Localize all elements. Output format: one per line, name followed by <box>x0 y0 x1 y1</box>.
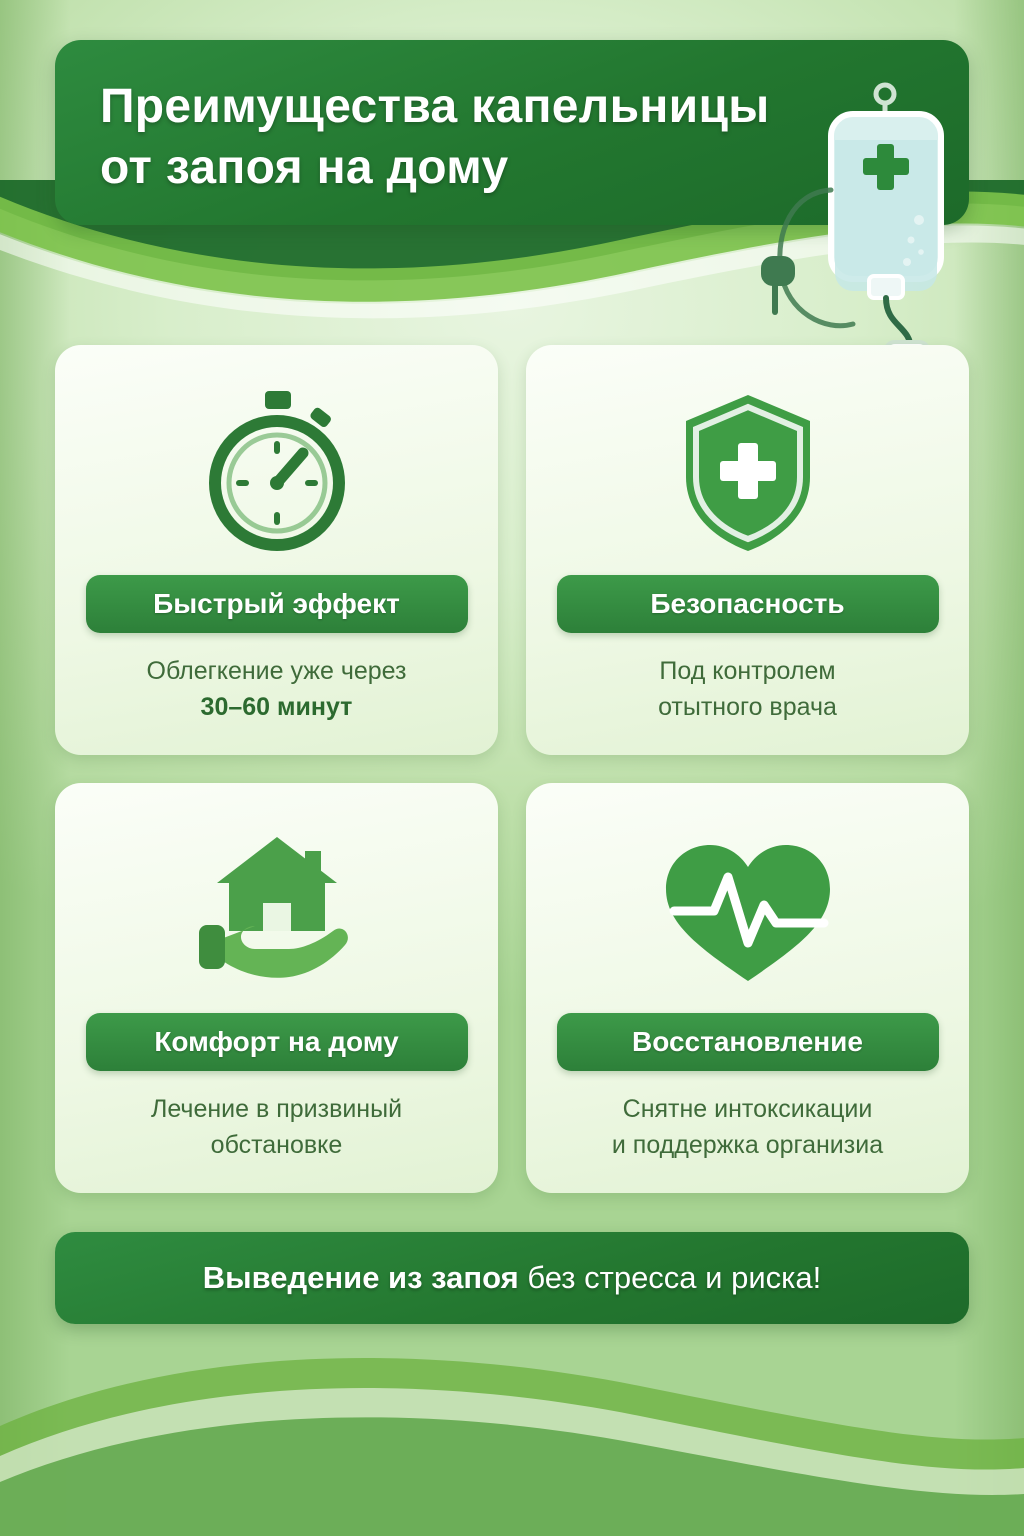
card-title-badge: Безопасность <box>557 575 939 633</box>
card-description-line2: 30–60 минут <box>200 693 353 722</box>
footer-text-light: без стресса и риска! <box>518 1260 822 1295</box>
iv-drip-bag-icon <box>735 80 985 380</box>
card-description-line2: отытного врача <box>658 693 837 722</box>
page-title-line2: от запоя на дому <box>100 141 509 195</box>
card-description-line1: Облегкение уже через <box>146 657 407 685</box>
footer-swoosh-decoration <box>0 1306 1024 1536</box>
card-title-badge: Восстановление <box>557 1013 939 1071</box>
benefit-card-home-comfort[interactable] <box>55 783 498 1193</box>
card-icon-wrap <box>177 809 377 1009</box>
card-icon-wrap <box>648 809 848 1009</box>
iv-connector-icon <box>761 256 795 312</box>
card-description <box>563 653 933 726</box>
header <box>0 0 1024 320</box>
card-description <box>563 1091 933 1164</box>
card-icon-wrap <box>658 371 838 571</box>
card-description <box>92 1091 462 1164</box>
page-title <box>100 76 800 199</box>
card-icon-wrap <box>187 371 367 571</box>
card-title-badge: Быстрый эффект <box>86 575 468 633</box>
benefit-card-fast-effect[interactable] <box>55 345 498 755</box>
card-description <box>92 653 462 726</box>
heart-pulse-icon <box>648 819 848 999</box>
hand-house-icon <box>177 819 377 999</box>
card-description-line1: Под контролем <box>659 657 836 685</box>
footer-text-bold: Выведение из запоя <box>202 1260 519 1295</box>
card-description-line1: Лечение в призвиный <box>150 1095 403 1123</box>
shield-cross-icon <box>658 381 838 561</box>
benefit-card-safety[interactable] <box>526 345 969 755</box>
card-description-line2: и поддержка организиа <box>611 1131 884 1160</box>
card-title-badge: Комфорт на дому <box>86 1013 468 1071</box>
footer-text <box>203 1260 822 1296</box>
stopwatch-icon <box>187 381 367 561</box>
benefit-card-recovery[interactable] <box>526 783 969 1193</box>
benefits-grid <box>55 345 969 1193</box>
page-title-line1: Преимущества капельницы <box>100 80 770 133</box>
card-description-line2: обстановке <box>210 1131 343 1160</box>
card-description-line1: Снятне интоксикации <box>622 1095 873 1123</box>
